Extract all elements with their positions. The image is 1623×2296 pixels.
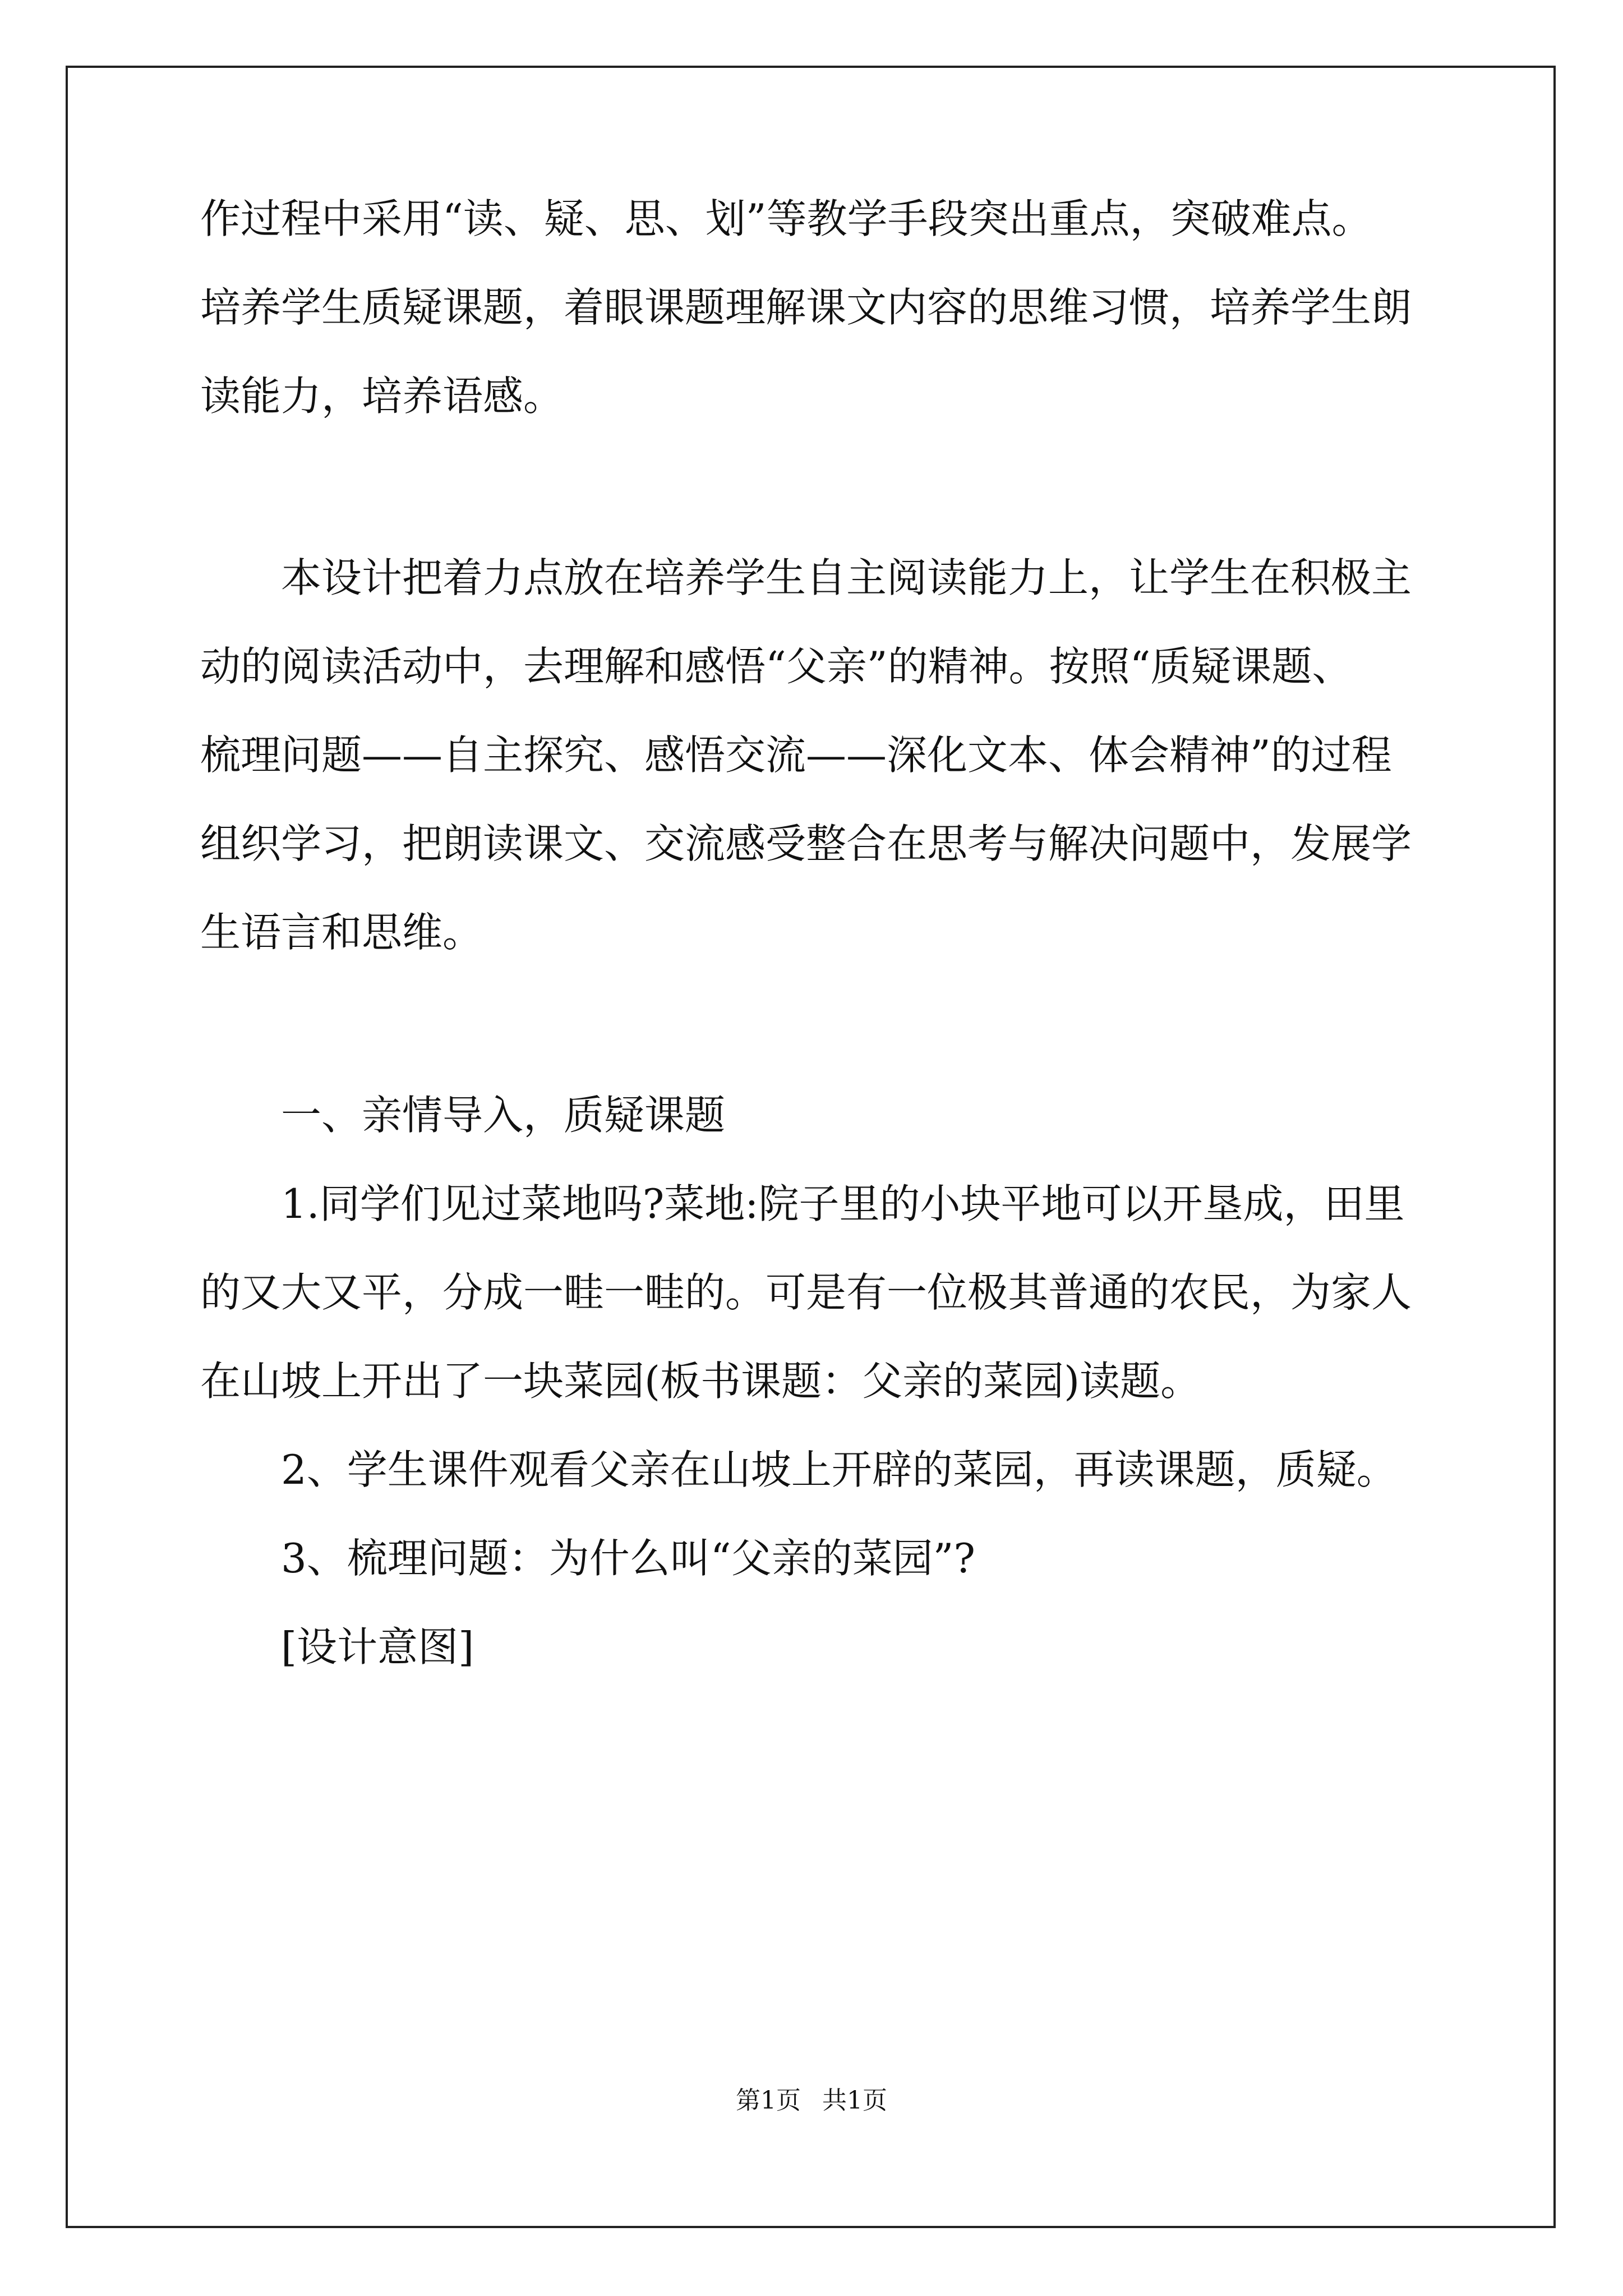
- section-heading: 一、亲情导入，质疑课题: [200, 1092, 726, 1139]
- text-line: 培养学生质疑课题，着眼课题理解课文内容的思维习惯，培养学生朗: [200, 284, 1412, 331]
- text-line: 本设计把着力点放在培养学生自主阅读能力上，让学生在积极主: [200, 554, 1412, 601]
- page-number: 第1页: [736, 2086, 801, 2115]
- text-line: 梳理问题——自主探究、感悟交流——深化文本、体会精神”的过程: [200, 731, 1392, 779]
- text-line: 3、梳理问题：为什么叫“父亲的菜园”?: [200, 1535, 976, 1582]
- text-line: 作过程中采用“读、疑、思、划”等教学手段突出重点，突破难点。: [200, 195, 1372, 242]
- text-line: 生语言和思维。: [200, 909, 483, 956]
- text-line: [设计意图]: [200, 1623, 474, 1671]
- page-footer: [0, 2084, 1623, 2118]
- text-line: 的又大又平，分成一畦一畦的。可是有一位极其普通的农民，为家人: [200, 1269, 1412, 1316]
- page-total: 共1页: [822, 2086, 887, 2115]
- text-line: 2、学生课件观看父亲在山坡上开辟的菜园，再读课题，质疑。: [200, 1446, 1397, 1493]
- text-line: 组织学习，把朗读课文、交流感受整合在思考与解决问题中，发展学: [200, 820, 1412, 867]
- text-line: 在山坡上开出了一块菜园(板书课题：父亲的菜园)读题。: [200, 1358, 1201, 1405]
- text-line: 1.同学们见过菜地吗?菜地:院子里的小块平地可以开垦成，田里: [200, 1180, 1405, 1227]
- text-line: 读能力，培养语感。: [200, 372, 564, 420]
- text-line: 动的阅读活动中，去理解和感悟“父亲”的精神。按照“质疑课题、: [200, 643, 1353, 690]
